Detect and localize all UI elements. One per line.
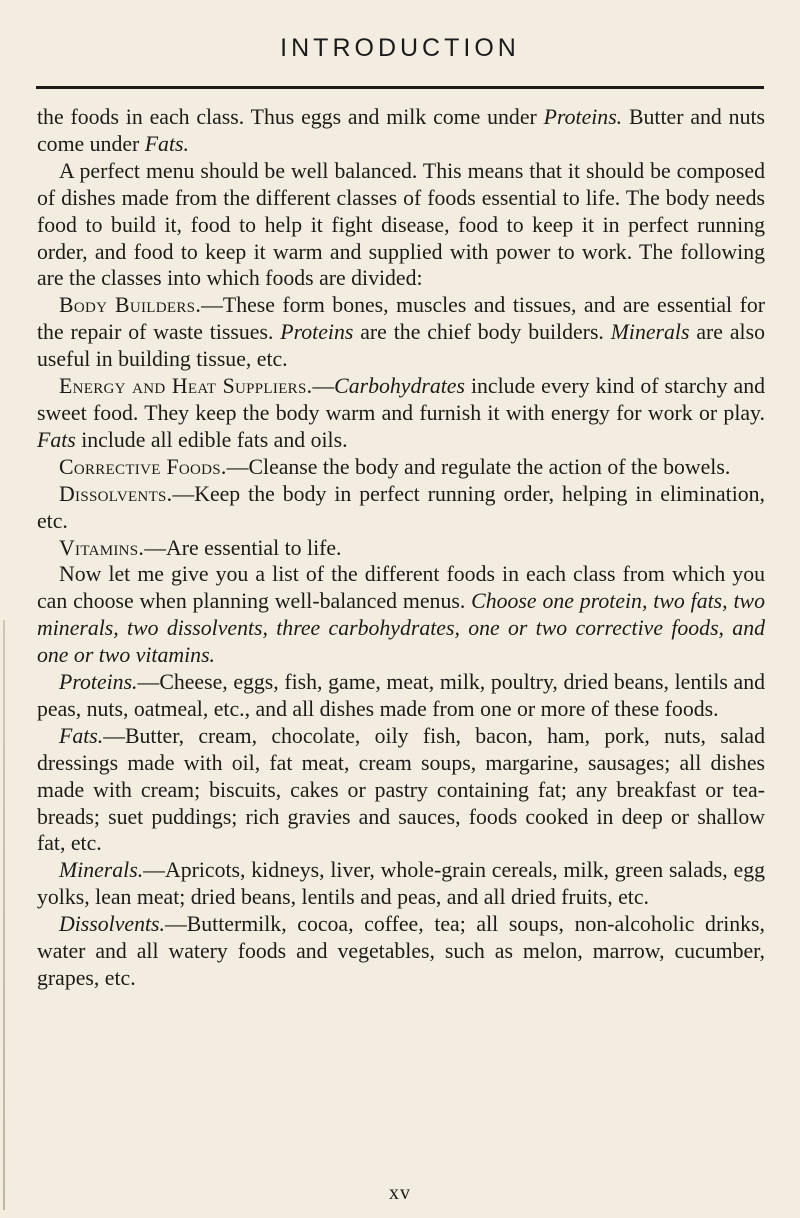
header-rule (36, 86, 764, 89)
section-heading: Dissolvents. (59, 481, 173, 506)
text-run: —Are essential to life. (144, 535, 342, 560)
italic-term: Fats. (144, 131, 189, 156)
text-run: —Keep the body in perfect running order, helping in elimination, etc. (37, 481, 765, 533)
paragraph (37, 292, 765, 373)
text-run: —Butter, cream, chocolate, oily fish, bacon, ham, pork, nuts, salad dressings made with oil, fat meat, cream soups, margarine, sausages; all dishes made with cream; biscuits, cakes or pastry containing fat; any breakfast or tea-breads; suet puddings; rich gravies and sauces, foods cooked in deep or shallow fat, etc. (37, 723, 765, 856)
section-heading: Vitamins. (59, 535, 145, 560)
section-heading: Energy and Heat Suppliers. (59, 374, 313, 399)
italic-term: Minerals (610, 320, 690, 345)
text-run: are the chief body builders. (353, 320, 611, 345)
paragraph (37, 373, 765, 454)
paragraph (37, 857, 765, 911)
italic-term: Dissolvents. (59, 912, 165, 937)
paragraph (37, 454, 765, 481)
italic-term: Proteins (280, 320, 354, 345)
text-run: —Cheese, eggs, fish, game, meat, milk, poultry, dried beans, lentils and peas, nuts, oatmeal, etc., and all dishes made from one or more of these foods. (37, 670, 765, 721)
page-edge-shadow (3, 620, 5, 1210)
paragraph (37, 158, 765, 293)
text-run: —Buttermilk, cocoa, coffee, tea; all soups, non-alcoholic drinks, water and all watery foods and vegetables, such as melon, marrow, cucumber, grapes, etc. (37, 912, 765, 990)
paragraph (37, 535, 765, 562)
page-number: xv (389, 1182, 411, 1204)
italic-term: Fats. (59, 723, 104, 748)
paragraph (37, 911, 765, 992)
italic-term: Choose one protein, two fats, two minerals, two dissolvents, three carbohydrates, one or two corrective foods, and one or two vitamins. (37, 589, 765, 668)
running-head: INTRODUCTION (280, 34, 520, 62)
text-run: are also useful in building tissue, etc. (37, 320, 765, 372)
text-run: —These form bones, muscles and tissues, and are essential for the repair of waste tissues. (37, 293, 765, 345)
paragraph (37, 561, 765, 669)
text-run: A perfect menu should be well balanced. This means that it should be composed of dishes made from the different classes of foods essential to life. The body needs food to build it, food to help it fight disease, food to keep it in perfect running order, and food to keep it warm and supplied with power to work. The following are the classes into which foods are divided: (37, 158, 765, 291)
text-run: include all edible fats and oils. (75, 427, 348, 452)
italic-term: Proteins. (543, 105, 623, 129)
paragraph (37, 723, 765, 858)
text-run: include every kind of starchy and sweet food. They keep the body warm and furnish it with energy for work or play. (37, 374, 765, 425)
italic-term: Proteins. (59, 670, 138, 695)
text-run: —Apricots, kidneys, liver, whole-grain cereals, milk, green salads, egg yolks, lean meat; dried beans, lentils and peas, and all dried fruits, etc. (37, 858, 765, 910)
text-run: Now let me give you a list of the different foods in each class from which you can choose when planning well-balanced menus. (37, 562, 765, 614)
text-run: the foods in each class. Thus eggs and milk come under (37, 105, 544, 129)
italic-term: Minerals. (59, 858, 144, 883)
paragraph (37, 104, 765, 158)
section-heading: Corrective Foods. (59, 454, 227, 479)
text-run: Butter and nuts come under (37, 105, 766, 156)
paragraph (37, 669, 765, 723)
italic-term: Carbohydrates (334, 374, 465, 399)
text-run: — (312, 374, 335, 399)
body-text (37, 104, 765, 992)
section-heading: Body Builders. (59, 293, 202, 318)
italic-term: Fats (37, 427, 76, 452)
paragraph (37, 481, 765, 535)
text-run: —Cleanse the body and regulate the action of the bowels. (226, 454, 731, 479)
